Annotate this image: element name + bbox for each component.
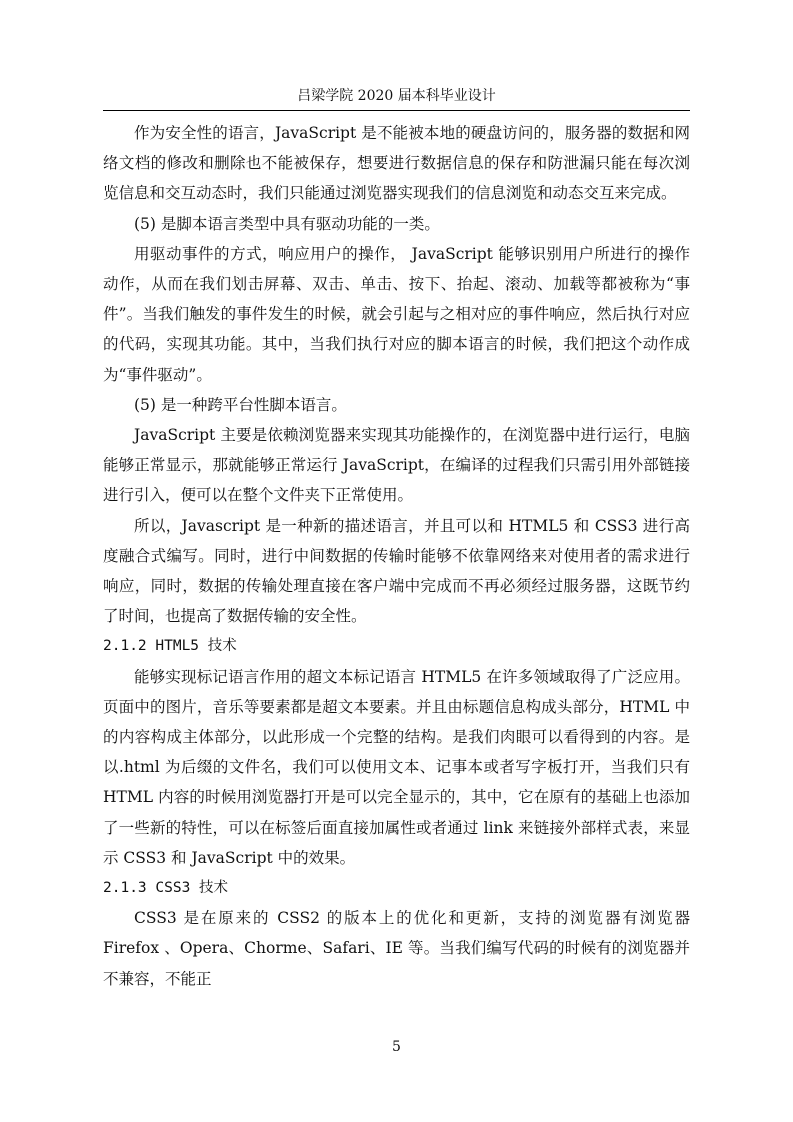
page-number: 5 <box>392 1039 401 1055</box>
body-text <box>103 118 690 994</box>
header-divider <box>103 110 690 111</box>
running-header: 吕梁学院 2020 届本科毕业设计 <box>297 88 496 104</box>
paragraph: 作为安全性的语言，JavaScript 是不能被本地的硬盘访问的，服务器的数据和网络文档的修改和删除也不能被保存，想要进行数据信息的保存和防泄漏只能在每次浏览信息和交互动态时，我们只能通过浏览器实现我们的信息浏览和动态交互来完成。 <box>103 124 690 203</box>
paragraph: CSS3 是在原来的 CSS2 的版本上的优化和更新，支持的浏览器有浏览器 Firefox 、Opera、Chorme、Safari、IE 等。当我们编写代码的时候有的浏览器并不兼容，不能正 <box>103 909 690 988</box>
paragraph: 能够实现标记语言作用的超文本标记语言 HTML5 在许多领域取得了广泛应用。页面中的图片，音乐等要素都是超文本要素。并且由标题信息构成头部分，HTML 中的内容构成主体部分，以此形成一个完整的结构。是我们肉眼可以看得到的内容。是以.html 为后缀的文件名，我们可以使用文本、记事本或者写字板打开，当我们只有 HTML 内容的时候用浏览器打开是可以完全显示的，其中，它在原有的基础上也添加了一些新的特性，可以在标签后面直接加属性或者通过 link 来链接外部样式表，来显示 CSS3 和 JavaScript 中的效果。 <box>103 667 690 867</box>
section-heading-css3: 2.1.3 CSS3 技术 <box>103 880 229 897</box>
list-item-heading: (5) 是一种跨平台性脚本语言。 <box>134 395 347 414</box>
paragraph: 用驱动事件的方式，响应用户的操作， JavaScript 能够识别用户所进行的操作动作，从而在我们划击屏幕、双击、单击、按下、抬起、滚动、加载等都被称为“事件”。当我们触发的事件发生的时候，就会引起与之相对应的事件响应，然后执行对应的代码，实现其功能。其中，当我们执行对应的脚本语言的时候，我们把这个动作成为“事件驱动”。 <box>103 244 690 384</box>
list-item-heading: (5) 是脚本语言类型中具有驱动功能的一类。 <box>134 214 440 233</box>
paragraph: 所以，Javascript 是一种新的描述语言，并且可以和 HTML5 和 CSS3 进行高度融合式编写。同时，进行中间数据的传输时能够不依靠网络来对使用者的需求进行响应，同时，数据的传输处理直接在客户端中完成而不再必须经过服务器，这既节约了时间，也提高了数据传输的安全性。 <box>103 516 690 626</box>
paragraph: JavaScript 主要是依赖浏览器来实现其功能操作的，在浏览器中进行运行，电脑能够正常显示，那就能够正常运行 JavaScript，在编译的过程我们只需引用外部链接进行引入，便可以在整个文件夹下正常使用。 <box>103 426 690 505</box>
section-heading-html5: 2.1.2 HTML5 技术 <box>103 638 237 655</box>
